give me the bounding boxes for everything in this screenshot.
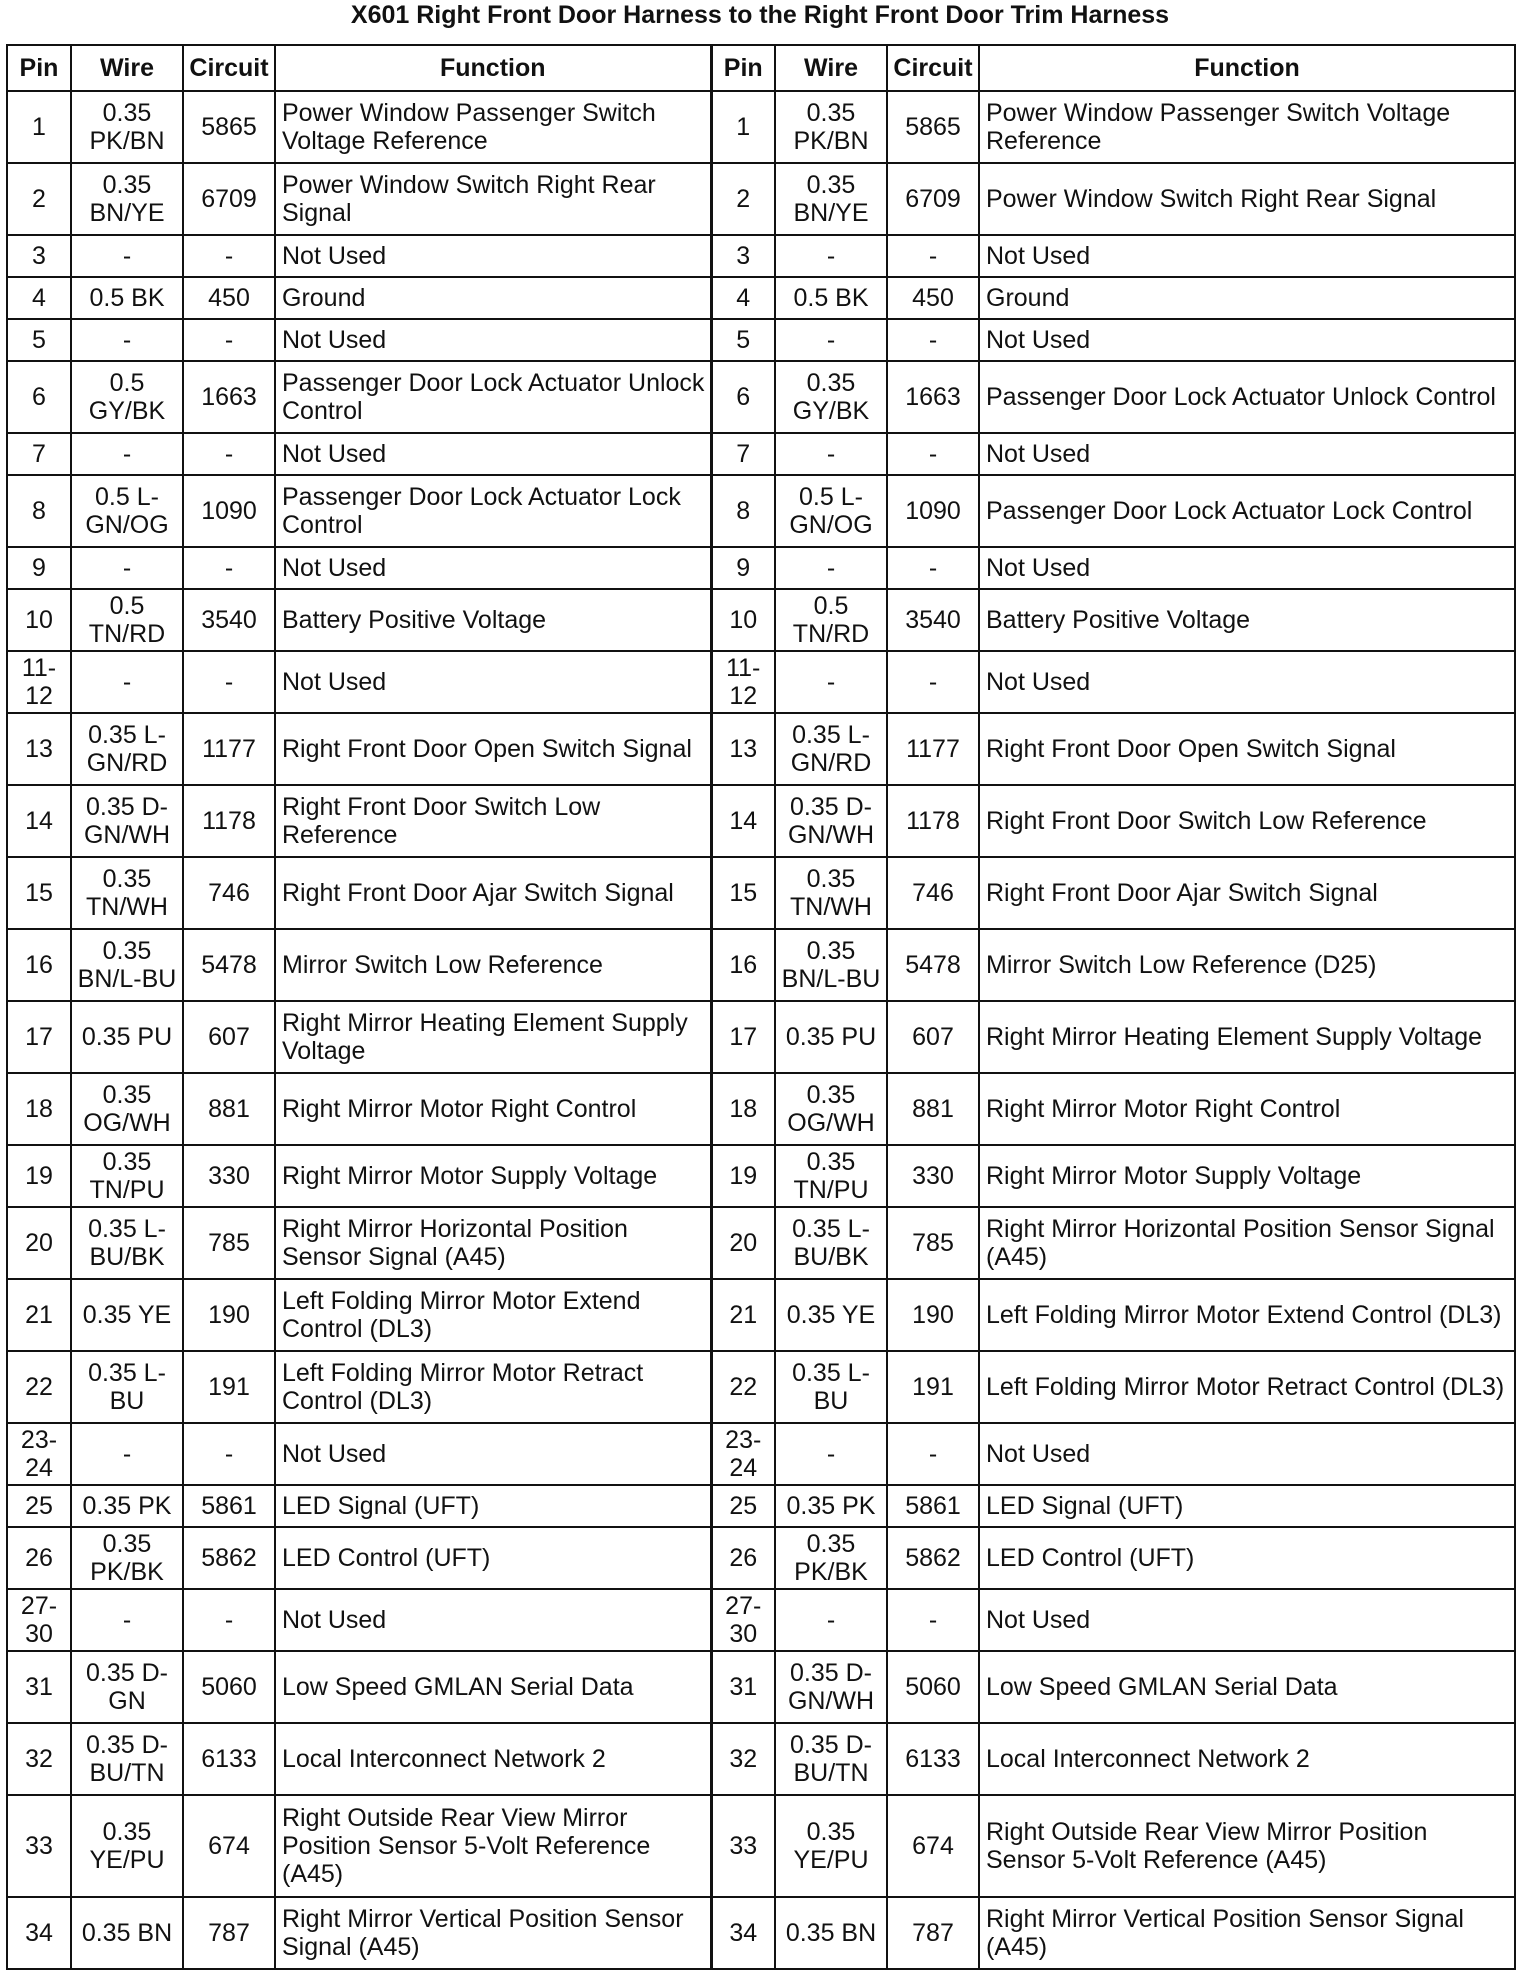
function-cell: Battery Positive Voltage xyxy=(275,589,711,651)
header-circuit: Circuit xyxy=(183,45,275,91)
wire-cell: - xyxy=(775,1423,887,1485)
table-row xyxy=(7,651,1515,713)
pin-cell: 2 xyxy=(711,163,775,235)
circuit-cell: - xyxy=(183,433,275,475)
pin-cell: 11-12 xyxy=(711,651,775,713)
pin-cell: 7 xyxy=(711,433,775,475)
function-cell: LED Control (UFT) xyxy=(275,1527,711,1589)
table-row xyxy=(7,857,1515,929)
function-cell: Passenger Door Lock Actuator Unlock Control xyxy=(979,361,1515,433)
wire-cell: 0.5 L-GN/OG xyxy=(71,475,183,547)
function-cell: Right Mirror Motor Supply Voltage xyxy=(979,1145,1515,1207)
table-row xyxy=(7,1485,1515,1527)
table-row xyxy=(7,547,1515,589)
pin-cell: 25 xyxy=(7,1485,71,1527)
function-cell: Right Outside Rear View Mirror Position Sensor 5-Volt Reference (A45) xyxy=(979,1795,1515,1897)
function-cell: LED Control (UFT) xyxy=(979,1527,1515,1589)
circuit-cell: - xyxy=(887,547,979,589)
pin-cell: 33 xyxy=(7,1795,71,1897)
circuit-cell: 787 xyxy=(887,1897,979,1969)
pin-cell: 1 xyxy=(711,91,775,163)
wire-cell: 0.5 TN/RD xyxy=(775,589,887,651)
wire-cell: 0.5 BK xyxy=(71,277,183,319)
circuit-cell: - xyxy=(887,433,979,475)
function-cell: Right Front Door Switch Low Reference xyxy=(275,785,711,857)
circuit-cell: 450 xyxy=(887,277,979,319)
table-row xyxy=(7,91,1515,163)
function-cell: Right Mirror Heating Element Supply Voltage xyxy=(275,1001,711,1073)
circuit-cell: - xyxy=(887,235,979,277)
function-cell: Not Used xyxy=(979,651,1515,713)
circuit-cell: 881 xyxy=(183,1073,275,1145)
pin-cell: 22 xyxy=(7,1351,71,1423)
circuit-cell: 1663 xyxy=(183,361,275,433)
pin-cell: 19 xyxy=(7,1145,71,1207)
pin-cell: 21 xyxy=(711,1279,775,1351)
pin-cell: 15 xyxy=(7,857,71,929)
circuit-cell: 607 xyxy=(183,1001,275,1073)
wire-cell: 0.35 PK/BK xyxy=(71,1527,183,1589)
circuit-cell: 746 xyxy=(183,857,275,929)
wire-cell: 0.35 BN xyxy=(71,1897,183,1969)
pin-cell: 9 xyxy=(7,547,71,589)
circuit-cell: 6709 xyxy=(887,163,979,235)
pin-cell: 33 xyxy=(711,1795,775,1897)
function-cell: Not Used xyxy=(275,547,711,589)
function-cell: Right Mirror Motor Supply Voltage xyxy=(275,1145,711,1207)
header-wire: Wire xyxy=(775,45,887,91)
table-row xyxy=(7,1527,1515,1589)
function-cell: Not Used xyxy=(275,319,711,361)
table-row xyxy=(7,1351,1515,1423)
circuit-cell: 190 xyxy=(183,1279,275,1351)
function-cell: Not Used xyxy=(979,433,1515,475)
wire-cell: 0.35 D-BU/TN xyxy=(71,1723,183,1795)
circuit-cell: 6709 xyxy=(183,163,275,235)
function-cell: Passenger Door Lock Actuator Lock Control xyxy=(275,475,711,547)
circuit-cell: 6133 xyxy=(887,1723,979,1795)
function-cell: Mirror Switch Low Reference (D25) xyxy=(979,929,1515,1001)
wire-cell: 0.35 BN/YE xyxy=(775,163,887,235)
function-cell: Mirror Switch Low Reference xyxy=(275,929,711,1001)
wire-cell: - xyxy=(71,1589,183,1651)
wire-cell: 0.35 D-GN xyxy=(71,1651,183,1723)
circuit-cell: 330 xyxy=(887,1145,979,1207)
wire-cell: 0.5 TN/RD xyxy=(71,589,183,651)
wire-cell: 0.35 PU xyxy=(775,1001,887,1073)
pin-cell: 32 xyxy=(711,1723,775,1795)
header-pin: Pin xyxy=(7,45,71,91)
pin-cell: 18 xyxy=(7,1073,71,1145)
function-cell: Right Front Door Open Switch Signal xyxy=(275,713,711,785)
pin-cell: 13 xyxy=(7,713,71,785)
wire-cell: 0.35 PU xyxy=(71,1001,183,1073)
wire-cell: 0.35 L-BU/BK xyxy=(71,1207,183,1279)
function-cell: Not Used xyxy=(275,1423,711,1485)
table-row xyxy=(7,475,1515,547)
function-cell: Battery Positive Voltage xyxy=(979,589,1515,651)
pin-cell: 8 xyxy=(711,475,775,547)
function-cell: LED Signal (UFT) xyxy=(275,1485,711,1527)
wire-cell: 0.35 TN/PU xyxy=(775,1145,887,1207)
function-cell: Ground xyxy=(979,277,1515,319)
function-cell: Right Mirror Vertical Position Sensor Signal (A45) xyxy=(275,1897,711,1969)
pin-cell: 27-30 xyxy=(711,1589,775,1651)
table-row xyxy=(7,361,1515,433)
function-cell: Power Window Passenger Switch Voltage Reference xyxy=(979,91,1515,163)
table-row xyxy=(7,1589,1515,1651)
circuit-cell: 5478 xyxy=(887,929,979,1001)
table-row xyxy=(7,1145,1515,1207)
wire-cell: - xyxy=(775,433,887,475)
table-row xyxy=(7,1279,1515,1351)
pin-cell: 18 xyxy=(711,1073,775,1145)
pin-cell: 26 xyxy=(7,1527,71,1589)
wire-cell: 0.35 L-BU/BK xyxy=(775,1207,887,1279)
table-row xyxy=(7,1001,1515,1073)
wire-cell: 0.35 YE xyxy=(71,1279,183,1351)
wire-cell: - xyxy=(71,319,183,361)
wire-cell: 0.35 BN/YE xyxy=(71,163,183,235)
pin-cell: 16 xyxy=(7,929,71,1001)
pin-cell: 6 xyxy=(711,361,775,433)
circuit-cell: - xyxy=(183,547,275,589)
wire-cell: 0.35 L-BU xyxy=(71,1351,183,1423)
wire-cell: 0.35 OG/WH xyxy=(71,1073,183,1145)
function-cell: Not Used xyxy=(275,433,711,475)
wire-cell: 0.35 GY/BK xyxy=(775,361,887,433)
table-row xyxy=(7,1897,1515,1969)
table-row xyxy=(7,785,1515,857)
pin-cell: 32 xyxy=(7,1723,71,1795)
circuit-cell: - xyxy=(887,1423,979,1485)
function-cell: Low Speed GMLAN Serial Data xyxy=(979,1651,1515,1723)
function-cell: Right Front Door Ajar Switch Signal xyxy=(979,857,1515,929)
circuit-cell: 1178 xyxy=(887,785,979,857)
circuit-cell: 5060 xyxy=(887,1651,979,1723)
wire-cell: 0.35 YE/PU xyxy=(775,1795,887,1897)
pin-cell: 31 xyxy=(711,1651,775,1723)
pin-cell: 27-30 xyxy=(7,1589,71,1651)
wire-cell: - xyxy=(775,235,887,277)
pin-cell: 3 xyxy=(711,235,775,277)
table-row xyxy=(7,589,1515,651)
pin-cell: 21 xyxy=(7,1279,71,1351)
circuit-cell: 1090 xyxy=(887,475,979,547)
function-cell: Passenger Door Lock Actuator Lock Control xyxy=(979,475,1515,547)
circuit-cell: - xyxy=(183,235,275,277)
circuit-cell: 191 xyxy=(183,1351,275,1423)
circuit-cell: 787 xyxy=(183,1897,275,1969)
function-cell: Not Used xyxy=(979,1423,1515,1485)
function-cell: Left Folding Mirror Motor Retract Control (DL3) xyxy=(979,1351,1515,1423)
circuit-cell: - xyxy=(887,651,979,713)
circuit-cell: 746 xyxy=(887,857,979,929)
pin-cell: 8 xyxy=(7,475,71,547)
wire-cell: 0.35 TN/PU xyxy=(71,1145,183,1207)
pin-cell: 9 xyxy=(711,547,775,589)
circuit-cell: 5865 xyxy=(887,91,979,163)
pin-cell: 11-12 xyxy=(7,651,71,713)
wire-cell: 0.35 YE/PU xyxy=(71,1795,183,1897)
function-cell: Not Used xyxy=(979,547,1515,589)
circuit-cell: 881 xyxy=(887,1073,979,1145)
function-cell: Passenger Door Lock Actuator Unlock Control xyxy=(275,361,711,433)
wire-cell: - xyxy=(71,547,183,589)
function-cell: Power Window Passenger Switch Voltage Reference xyxy=(275,91,711,163)
wire-cell: 0.35 YE xyxy=(775,1279,887,1351)
table-row xyxy=(7,1651,1515,1723)
circuit-cell: - xyxy=(183,319,275,361)
pin-cell: 7 xyxy=(7,433,71,475)
circuit-cell: 674 xyxy=(183,1795,275,1897)
pin-cell: 20 xyxy=(7,1207,71,1279)
function-cell: Right Mirror Horizontal Position Sensor Signal (A45) xyxy=(275,1207,711,1279)
wire-cell: - xyxy=(775,651,887,713)
circuit-cell: 6133 xyxy=(183,1723,275,1795)
wire-cell: 0.5 GY/BK xyxy=(71,361,183,433)
function-cell: Right Mirror Motor Right Control xyxy=(275,1073,711,1145)
circuit-cell: - xyxy=(887,319,979,361)
table-row xyxy=(7,1423,1515,1485)
pin-cell: 13 xyxy=(711,713,775,785)
table-row xyxy=(7,433,1515,475)
function-cell: Left Folding Mirror Motor Extend Control (DL3) xyxy=(275,1279,711,1351)
pin-cell: 16 xyxy=(711,929,775,1001)
pin-cell: 25 xyxy=(711,1485,775,1527)
circuit-cell: 785 xyxy=(183,1207,275,1279)
pin-cell: 1 xyxy=(7,91,71,163)
circuit-cell: 5865 xyxy=(183,91,275,163)
wire-cell: - xyxy=(71,1423,183,1485)
wire-cell: 0.35 L-GN/RD xyxy=(775,713,887,785)
circuit-cell: 5060 xyxy=(183,1651,275,1723)
pin-cell: 34 xyxy=(711,1897,775,1969)
circuit-cell: 3540 xyxy=(183,589,275,651)
wire-cell: 0.35 PK/BK xyxy=(775,1527,887,1589)
header-circuit: Circuit xyxy=(887,45,979,91)
pin-cell: 14 xyxy=(7,785,71,857)
function-cell: Not Used xyxy=(275,651,711,713)
table-row xyxy=(7,1723,1515,1795)
circuit-cell: 1663 xyxy=(887,361,979,433)
pin-cell: 5 xyxy=(7,319,71,361)
wire-cell: 0.35 D-GN/WH xyxy=(71,785,183,857)
pin-cell: 26 xyxy=(711,1527,775,1589)
wire-cell: 0.35 PK xyxy=(71,1485,183,1527)
pin-cell: 17 xyxy=(711,1001,775,1073)
function-cell: Low Speed GMLAN Serial Data xyxy=(275,1651,711,1723)
pin-cell: 10 xyxy=(7,589,71,651)
circuit-cell: 674 xyxy=(887,1795,979,1897)
table-row xyxy=(7,319,1515,361)
wire-cell: 0.35 D-GN/WH xyxy=(775,785,887,857)
header-wire: Wire xyxy=(71,45,183,91)
circuit-cell: 1178 xyxy=(183,785,275,857)
wire-cell: - xyxy=(71,651,183,713)
table-row xyxy=(7,235,1515,277)
wire-cell: 0.35 PK/BN xyxy=(71,91,183,163)
pin-cell: 31 xyxy=(7,1651,71,1723)
table-row xyxy=(7,163,1515,235)
pin-cell: 17 xyxy=(7,1001,71,1073)
wire-cell: - xyxy=(775,319,887,361)
circuit-cell: 450 xyxy=(183,277,275,319)
function-cell: Local Interconnect Network 2 xyxy=(979,1723,1515,1795)
pin-cell: 3 xyxy=(7,235,71,277)
function-cell: Right Outside Rear View Mirror Position Sensor 5-Volt Reference (A45) xyxy=(275,1795,711,1897)
function-cell: Right Mirror Horizontal Position Sensor Signal (A45) xyxy=(979,1207,1515,1279)
circuit-cell: 1177 xyxy=(887,713,979,785)
function-cell: Right Front Door Open Switch Signal xyxy=(979,713,1515,785)
wire-cell: 0.35 BN/L-BU xyxy=(71,929,183,1001)
function-cell: Ground xyxy=(275,277,711,319)
wire-cell: 0.35 PK xyxy=(775,1485,887,1527)
pin-cell: 20 xyxy=(711,1207,775,1279)
function-cell: Left Folding Mirror Motor Extend Control (DL3) xyxy=(979,1279,1515,1351)
pin-cell: 4 xyxy=(7,277,71,319)
function-cell: Right Mirror Vertical Position Sensor Signal (A45) xyxy=(979,1897,1515,1969)
circuit-cell: - xyxy=(183,1589,275,1651)
function-cell: Right Mirror Heating Element Supply Voltage xyxy=(979,1001,1515,1073)
circuit-cell: 5478 xyxy=(183,929,275,1001)
circuit-cell: 330 xyxy=(183,1145,275,1207)
wire-cell: 0.35 BN xyxy=(775,1897,887,1969)
wire-cell: - xyxy=(71,433,183,475)
circuit-cell: 5861 xyxy=(183,1485,275,1527)
header-pin: Pin xyxy=(711,45,775,91)
table-row xyxy=(7,713,1515,785)
wire-cell: - xyxy=(775,1589,887,1651)
header-function: Function xyxy=(979,45,1515,91)
circuit-cell: 5862 xyxy=(183,1527,275,1589)
circuit-cell: 5861 xyxy=(887,1485,979,1527)
circuit-cell: 3540 xyxy=(887,589,979,651)
wire-cell: 0.5 BK xyxy=(775,277,887,319)
pinout-table xyxy=(6,44,1516,1970)
circuit-cell: - xyxy=(183,1423,275,1485)
table-header-row xyxy=(7,45,1515,91)
table-row xyxy=(7,277,1515,319)
wire-cell: 0.35 TN/WH xyxy=(71,857,183,929)
table-row xyxy=(7,1795,1515,1897)
document-title: X601 Right Front Door Harness to the Right Front Door Trim Harness xyxy=(350,1,1170,29)
pin-cell: 23-24 xyxy=(711,1423,775,1485)
wire-cell: 0.35 OG/WH xyxy=(775,1073,887,1145)
circuit-cell: 1090 xyxy=(183,475,275,547)
function-cell: Power Window Switch Right Rear Signal xyxy=(979,163,1515,235)
pin-cell: 5 xyxy=(711,319,775,361)
wire-cell: 0.35 L-BU xyxy=(775,1351,887,1423)
function-cell: Left Folding Mirror Motor Retract Control (DL3) xyxy=(275,1351,711,1423)
function-cell: Right Mirror Motor Right Control xyxy=(979,1073,1515,1145)
circuit-cell: - xyxy=(183,651,275,713)
pin-cell: 22 xyxy=(711,1351,775,1423)
table-body xyxy=(7,91,1515,1969)
circuit-cell: 191 xyxy=(887,1351,979,1423)
function-cell: Right Front Door Ajar Switch Signal xyxy=(275,857,711,929)
function-cell: Not Used xyxy=(979,235,1515,277)
wire-cell: - xyxy=(71,235,183,277)
pin-cell: 4 xyxy=(711,277,775,319)
pin-cell: 6 xyxy=(7,361,71,433)
circuit-cell: 785 xyxy=(887,1207,979,1279)
wire-cell: 0.35 D-BU/TN xyxy=(775,1723,887,1795)
wire-cell: 0.35 BN/L-BU xyxy=(775,929,887,1001)
circuit-cell: - xyxy=(887,1589,979,1651)
wire-cell: 0.35 L-GN/RD xyxy=(71,713,183,785)
circuit-cell: 607 xyxy=(887,1001,979,1073)
wire-cell: 0.5 L-GN/OG xyxy=(775,475,887,547)
function-cell: Right Front Door Switch Low Reference xyxy=(979,785,1515,857)
circuit-cell: 190 xyxy=(887,1279,979,1351)
table-row xyxy=(7,1207,1515,1279)
wire-cell: 0.35 TN/WH xyxy=(775,857,887,929)
pin-cell: 14 xyxy=(711,785,775,857)
function-cell: Local Interconnect Network 2 xyxy=(275,1723,711,1795)
function-cell: Not Used xyxy=(275,235,711,277)
function-cell: Not Used xyxy=(979,319,1515,361)
wire-cell: 0.35 PK/BN xyxy=(775,91,887,163)
function-cell: Power Window Switch Right Rear Signal xyxy=(275,163,711,235)
table-row xyxy=(7,929,1515,1001)
function-cell: LED Signal (UFT) xyxy=(979,1485,1515,1527)
function-cell: Not Used xyxy=(979,1589,1515,1651)
header-function: Function xyxy=(275,45,711,91)
pin-cell: 15 xyxy=(711,857,775,929)
pin-cell: 2 xyxy=(7,163,71,235)
wire-cell: 0.35 D-GN/WH xyxy=(775,1651,887,1723)
pin-cell: 10 xyxy=(711,589,775,651)
circuit-cell: 1177 xyxy=(183,713,275,785)
pin-cell: 19 xyxy=(711,1145,775,1207)
circuit-cell: 5862 xyxy=(887,1527,979,1589)
wire-cell: - xyxy=(775,547,887,589)
pin-cell: 34 xyxy=(7,1897,71,1969)
function-cell: Not Used xyxy=(275,1589,711,1651)
table-row xyxy=(7,1073,1515,1145)
pin-cell: 23-24 xyxy=(7,1423,71,1485)
